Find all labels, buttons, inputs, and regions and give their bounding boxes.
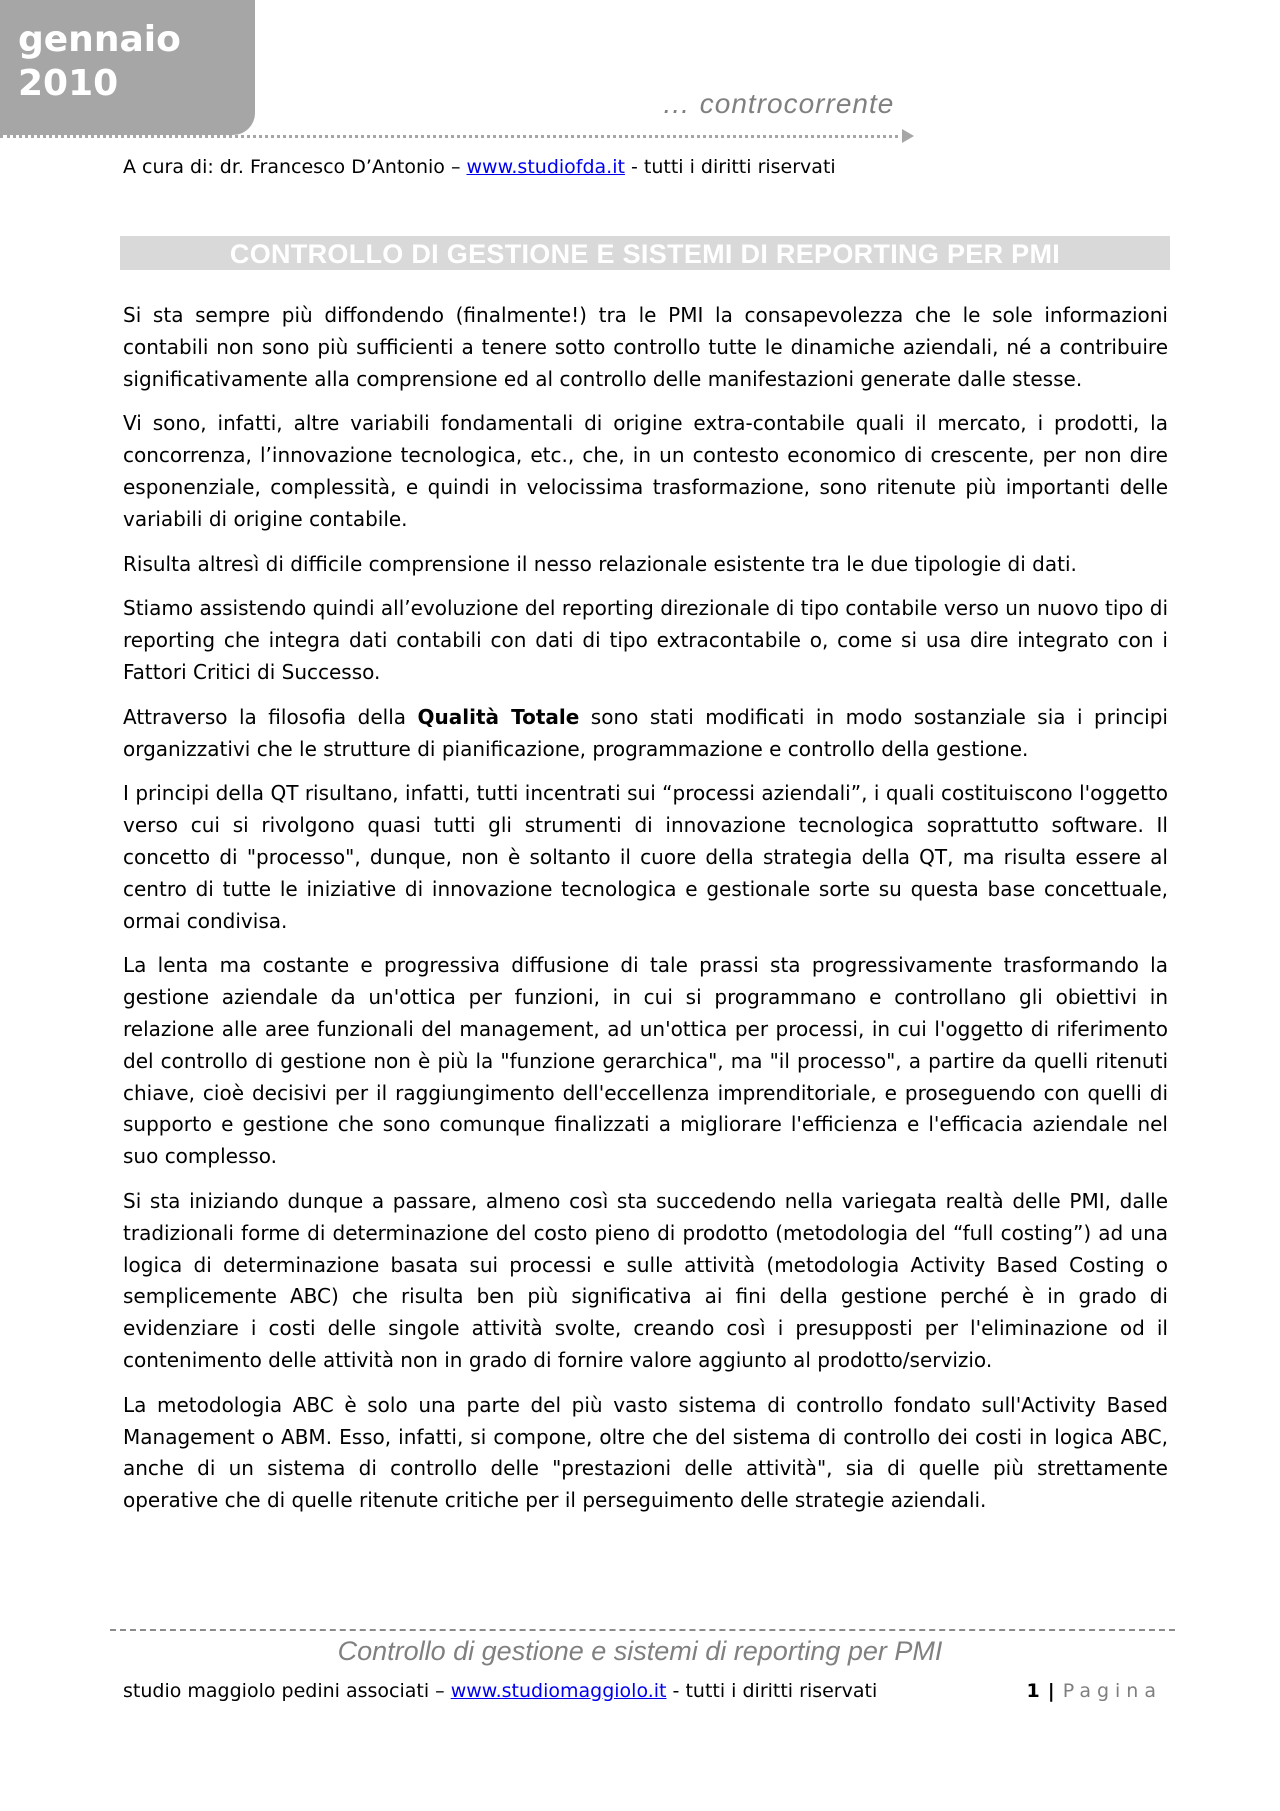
date-month: gennaio	[18, 19, 181, 60]
header-credit-suffix: - tutti i diritti riservati	[624, 156, 836, 178]
title-bar	[120, 236, 1170, 270]
footer-credit-suffix: - tutti i diritti riservati	[666, 1680, 878, 1702]
document-title: CONTROLLO DI GESTIONE E SISTEMI DI REPORTING PER PMI	[229, 239, 1061, 269]
footer-credit	[123, 1680, 877, 1702]
article-body	[123, 300, 1168, 1530]
page-number	[1027, 1680, 1162, 1702]
footer-credit-prefix: studio maggiolo pedini associati –	[123, 1680, 451, 1702]
paragraph-5-before: Attraverso la filosofia della	[123, 704, 418, 729]
tagline: … controcorrente	[662, 88, 895, 119]
studiofda-link[interactable]: www.studiofda.it	[466, 156, 625, 178]
paragraph-7: La lenta ma costante e progressiva diffusione di tale prassi sta progressivamente trasformando la gestione aziendale da un'ottica per funzioni, in cui si programmano e controllano gli obiettivi in relazione alle aree funzionali del management, ad un'ottica per processi, in cui l'oggetto di riferimento del controllo di gestione non è più la "funzione gerarchica", ma "il processo", a partire da quelli ritenuti chiave, cioè decisivi per il raggiungimento dell'eccellenza imprenditoriale, e proseguendo con quelli di supporto e gestione che sono comunque finalizzati a migliorare l'efficienza e l'efficacia aziendale nel suo complesso.	[123, 953, 1168, 1169]
paragraph-4: Stiamo assistendo quindi all’evoluzione del reporting direzionale di tipo contabile verso un nuovo tipo di reporting che integra dati contabili con dati di tipo extracontabile o, come si usa dire integrato con i Fattori Critici di Successo.	[123, 596, 1168, 684]
header-credit-prefix: A cura di: dr. Francesco D’Antonio –	[123, 156, 467, 178]
paragraph-9: La metodologia ABC è solo una parte del più vasto sistema di controllo fondato sull'Activity Based Management o ABM. Esso, infatti, si compone, oltre che del sistema di controllo dei costi in logica ABC, anche di un sistema di controllo delle "prestazioni delle attività", sia di quelle più strettamente operative che di quelle ritenute critiche per il perseguimento delle strategie aziendali.	[123, 1392, 1168, 1513]
date-year: 2010	[18, 63, 119, 104]
date-tab	[0, 0, 255, 135]
paragraph-1: Si sta sempre più diffondendo (finalmente!) tra le PMI la consapevolezza che le sole informazioni contabili non sono più sufficienti a tenere sotto controllo tutte le dinamiche aziendali, né a contribuire significativamente alla comprensione ed al controllo delle manifestazioni generate dalle stesse.	[123, 303, 1168, 391]
page-number-value: 1	[1026, 1680, 1040, 1702]
paragraph-6: I principi della QT risultano, infatti, tutti incentrati sui “processi aziendali”, i quali costituiscono l'oggetto verso cui si rivolgono quasi tutti gli strumenti di innovazione tecnologica soprattutto software. Il concetto di "processo", dunque, non è soltanto il cuore della strategia della QT, ma risulta essere al centro di tutte le iniziative di innovazione tecnologica e gestionale sorte su questa base concettuale, ormai condivisa.	[123, 781, 1168, 933]
footer-title: Controllo di gestione e sistemi di reporting per PMI	[337, 1636, 943, 1666]
paragraph-2: Vi sono, infatti, altre variabili fondamentali di origine extra-contabile quali il mercato, i prodotti, la concorrenza, l’innovazione tecnologica, etc., che, in un contesto economico di crescente, per non dire esponenziale, complessità, e quindi in velocissima trasformazione, sono ritenute più importanti delle variabili di origine contabile.	[123, 411, 1168, 531]
qualita-totale-bold: Qualità Totale	[417, 704, 580, 729]
paragraph-5	[123, 702, 1168, 766]
footer-dashed-rule	[110, 1629, 1175, 1631]
page-separator: |	[1047, 1680, 1055, 1702]
paragraph-8: Si sta iniziando dunque a passare, almeno così sta succedendo nella variegata realtà delle PMI, dalle tradizionali forme di determinazione del costo pieno di prodotto (metodologia del “full costing”) ad una logica di determinazione basata sui processi e sulle attività (metodologia Activity Based Costing o semplicemente ABC) che risulta ben più significativa ai fini della gestione perché è in grado di evidenziare i costi delle singole attività svolte, creando così i presupposti per l'eliminazione od il contenimento delle attività non in grado di fornire valore aggiunto al prodotto/servizio.	[123, 1188, 1168, 1372]
paragraph-3: Risulta altresì di difficile comprensione il nesso relazionale esistente tra le due tipologie di dati.	[123, 551, 1077, 576]
studiomaggiolo-link[interactable]: www.studiomaggiolo.it	[450, 1680, 667, 1702]
header-credit	[123, 156, 836, 178]
page-word: Pagina	[1062, 1680, 1162, 1702]
header-dotted-rule	[0, 135, 905, 138]
arrow-head-icon	[902, 129, 914, 143]
paragraph-5-after: sono stati modificati in modo sostanziale sia i principi organizzativi che le strutture di pianificazione, programmazione e controllo della gestione.	[123, 704, 1168, 761]
